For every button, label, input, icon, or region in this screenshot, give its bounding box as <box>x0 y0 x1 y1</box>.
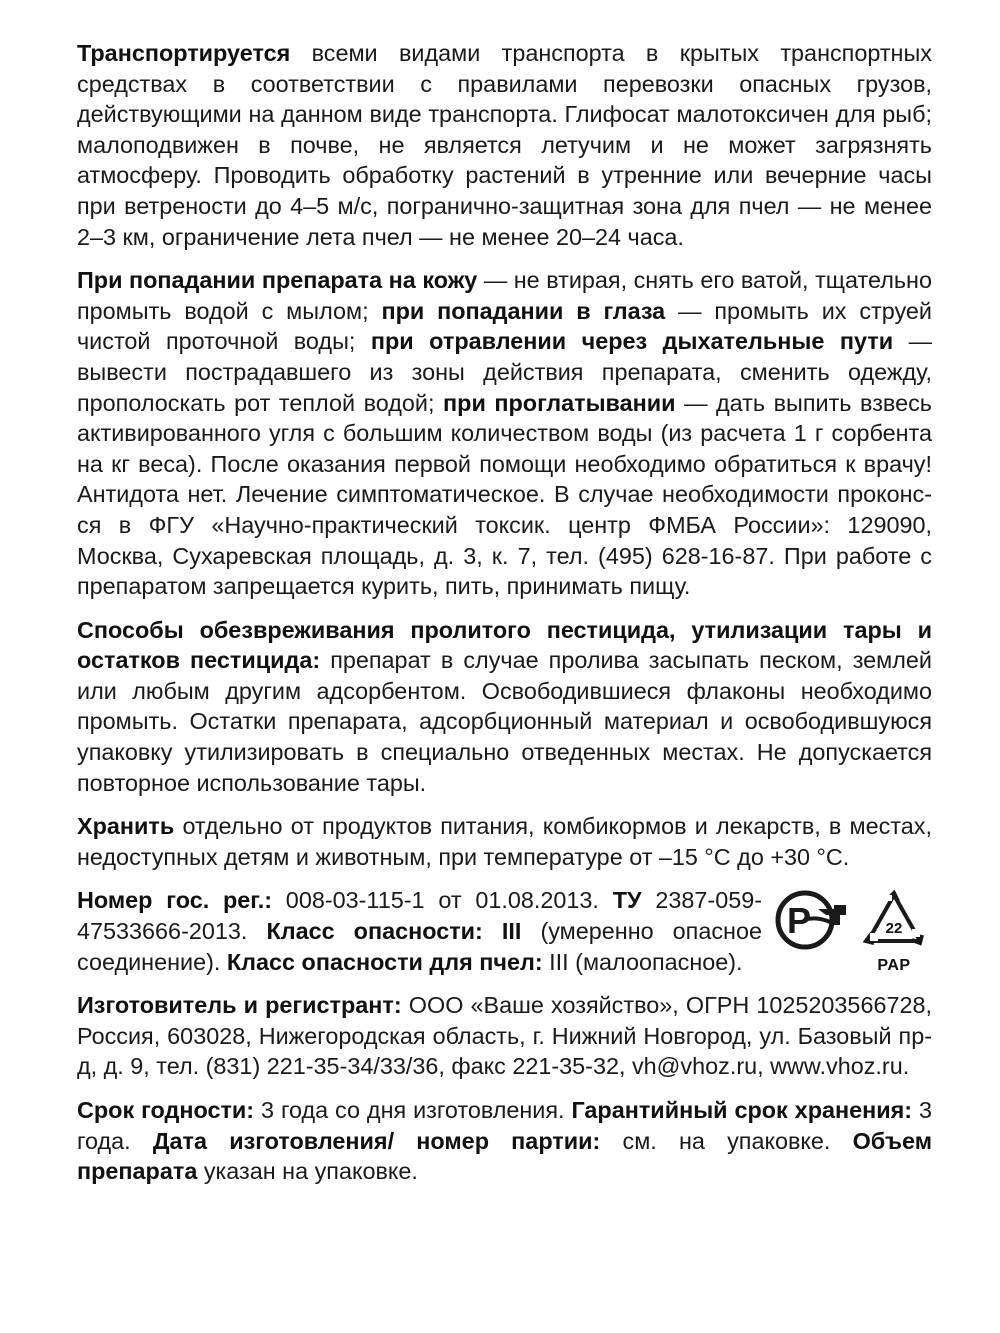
registration-block <box>77 885 932 977</box>
disposal-text: препарат в случае пролива засыпать песком, землей или любым другим адсорбентом. Освободившиеся флаконы необходимо промыть. Остатки препарата, адсорбционный материал и освободившуюся упаковку утилизировать в специально отведенных местах. Не допускается повторное использование тары. <box>77 647 932 796</box>
eye-contact-heading: при попадании в глаза <box>381 297 666 324</box>
manufacturer-paragraph <box>77 990 932 1082</box>
first-aid-paragraph <box>77 265 932 602</box>
shelf-life-text: 3 года со дня изготовления. <box>254 1097 572 1123</box>
gost-r-certification-icon <box>774 889 854 951</box>
shelf-life-heading: Срок годности: <box>77 1097 255 1123</box>
skin-contact-heading: При попадании препарата на кожу <box>77 267 478 294</box>
storage-heading: Хранить <box>77 813 175 840</box>
reg-number-text: 008-03-115-1 от 01.08.2013. <box>272 887 613 914</box>
hazard-class-heading: Класс опасности: III <box>266 918 522 945</box>
transport-heading: Транспортируется <box>77 40 291 66</box>
transport-text: всеми видами транспорта в крытых транспортных средствах в соответствии с правилами перевозки опасных грузов, действующими на данном виде транспорта. Глифосат малотоксичен для рыб; малоподвижен в почве, не является летучим и не может загрязнять атмосферу. Проводить обработку растений в утренние или вечерние часы при ветрености до 4–5 м/с, погранично-защитная зона для пчел — не менее 2–3 км, ограничение лета пчел — не менее 20–24 часа. <box>77 40 932 250</box>
storage-paragraph <box>77 811 932 872</box>
volume-heading: Объем препарата <box>77 1127 932 1185</box>
warranty-text: 3 года. <box>77 1097 933 1154</box>
inhalation-text: — вывести пострадавшего из зоны действия препарата, сменить одежду, прополоскать рот теплой водой; <box>77 328 932 416</box>
storage-text: отдельно от продуктов питания, комбикормов и лекарств, в местах, недоступных детям и животным, при температуре от –15 °С до +30 °С. <box>77 813 932 870</box>
batch-heading: Дата изготовления/ номер партии: <box>152 1127 601 1154</box>
ingestion-text: — дать выпить взвесь активированного угля с большим количеством воды (из расчета 1 г сорбента на кг веса). После оказания первой помощи необходимо обратиться к врачу! Антидота нет. Лечение симптоматическое. В случае необходимости проконс-ся в ФГУ «Научно-практический токсик. центр ФМБА России»: 129090, Москва, Сухаревская площадь, д. 3, к. 7, тел. (495) 628-16-87. При работе с препаратом запрещается курить, пить, принимать пищу. <box>77 389 932 600</box>
certification-marks <box>774 889 934 975</box>
disposal-paragraph <box>77 615 932 799</box>
svg-text:Р: Р <box>786 900 812 942</box>
disposal-heading: Способы обезвреживания пролитого пестицида, утилизации тары и остатков пестицида: <box>77 616 932 674</box>
registration-paragraph <box>77 885 762 977</box>
transport-paragraph <box>77 38 932 252</box>
warranty-heading: Гарантийный срок хранения: <box>571 1097 913 1123</box>
recycle-code: 22 <box>885 920 903 938</box>
recycle-material-label: PAP <box>877 957 911 975</box>
skin-contact-text: — не втирая, снять его ватой, тщательно промыть водой с мылом; <box>77 267 932 324</box>
manufacturer-heading: Изготовитель и регистрант: <box>77 992 402 1019</box>
tu-text: 2387-059-47533666-2013. <box>77 887 763 945</box>
hazard-class-text: (умеренно опасное соединение). <box>77 918 762 975</box>
instruction-text-column <box>77 38 932 1200</box>
recycle-mark <box>862 889 926 975</box>
batch-text: см. на упаковке. <box>600 1127 853 1154</box>
ingestion-heading: при проглатывании <box>443 389 676 416</box>
tu-heading: ТУ <box>612 887 642 914</box>
bee-hazard-heading: Класс опасности для пчел: <box>226 948 543 975</box>
volume-text: указан на упаковке. <box>197 1158 418 1185</box>
inhalation-heading: при отравлении через дыхательные пути <box>370 328 894 355</box>
shelf-life-paragraph <box>77 1095 932 1187</box>
manufacturer-text: ООО «Ваше хозяйство», ОГРН 1025203566728, Россия, 603028, Нижегородская область, г. Нижний Новгород, ул. Базовый пр-д, д. 9, тел. (831) 221-35-34/33/36, факс 221-35-32, vh@vhoz.ru, www.vhoz.ru. <box>77 992 932 1080</box>
bee-hazard-text: III (малоопасное). <box>542 948 743 975</box>
eye-contact-text: — промыть их струей чистой проточной воды; <box>77 297 932 355</box>
reg-number-heading: Номер гос. рег.: <box>77 887 272 914</box>
